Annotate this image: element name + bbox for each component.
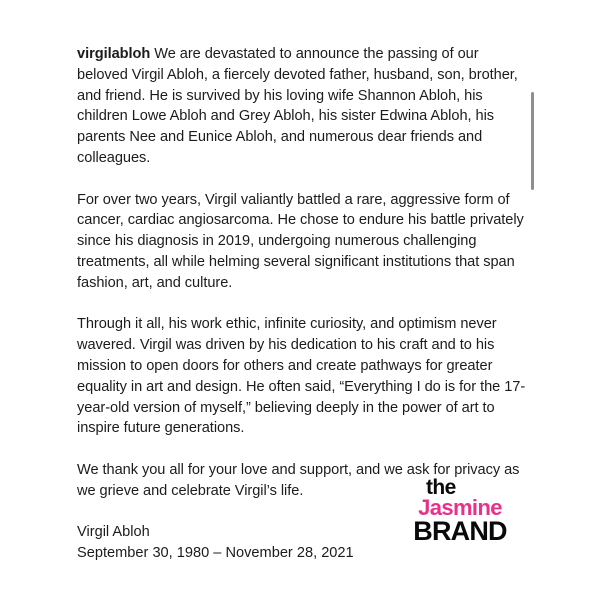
watermark-jasmine: Jasmine xyxy=(418,495,502,520)
caption-paragraph-4: We thank you all for your love and support, and we ask for privacy as we grieve and celebrate Virgil’s life. xyxy=(77,461,520,499)
the-jasmine-brand-watermark xyxy=(404,478,516,544)
signature-dates: September 30, 1980 – November 28, 2021 xyxy=(77,545,354,562)
caption-paragraph-2: For over two years, Virgil valiantly battled a rare, aggressive form of cancer, cardiac angiosarcoma. He chose to endure his battle privately since his diagnosis in 2019, undergoing numerous challenging treatments, all while helming several significant institutions that span fashion, art, and culture. xyxy=(77,191,524,291)
caption-paragraph-3: Through it all, his work ethic, infinite curiosity, and optimism never wavered. Virgil was driven by his dedication to his craft and to his mission to open doors for others and create pathways for greater equality in art and design. He often said, “Everything I do is for the 17-year-old version of myself,” believing deeply in the power of art to inspire future generations. xyxy=(77,316,526,437)
caption-paragraph-1 xyxy=(77,44,532,169)
scrollbar[interactable] xyxy=(531,86,536,196)
username-link[interactable]: virgilabloh xyxy=(77,46,151,62)
scrollbar-thumb[interactable] xyxy=(531,92,534,190)
watermark-the: the xyxy=(426,476,456,499)
watermark-brand: BRAND xyxy=(413,516,507,546)
caption-text-1: We are devastated to announce the passing of our beloved Virgil Abloh, a fiercely devoted father, husband, son, brother, and friend. He is survived by his loving wife Shannon Abloh, his children Lowe Abloh and Grey Abloh, his sister Edwina Abloh, his parents Nee and Eunice Abloh, and numerous dear friends and colleagues. xyxy=(77,46,518,166)
signature-name: Virgil Abloh xyxy=(77,524,150,541)
